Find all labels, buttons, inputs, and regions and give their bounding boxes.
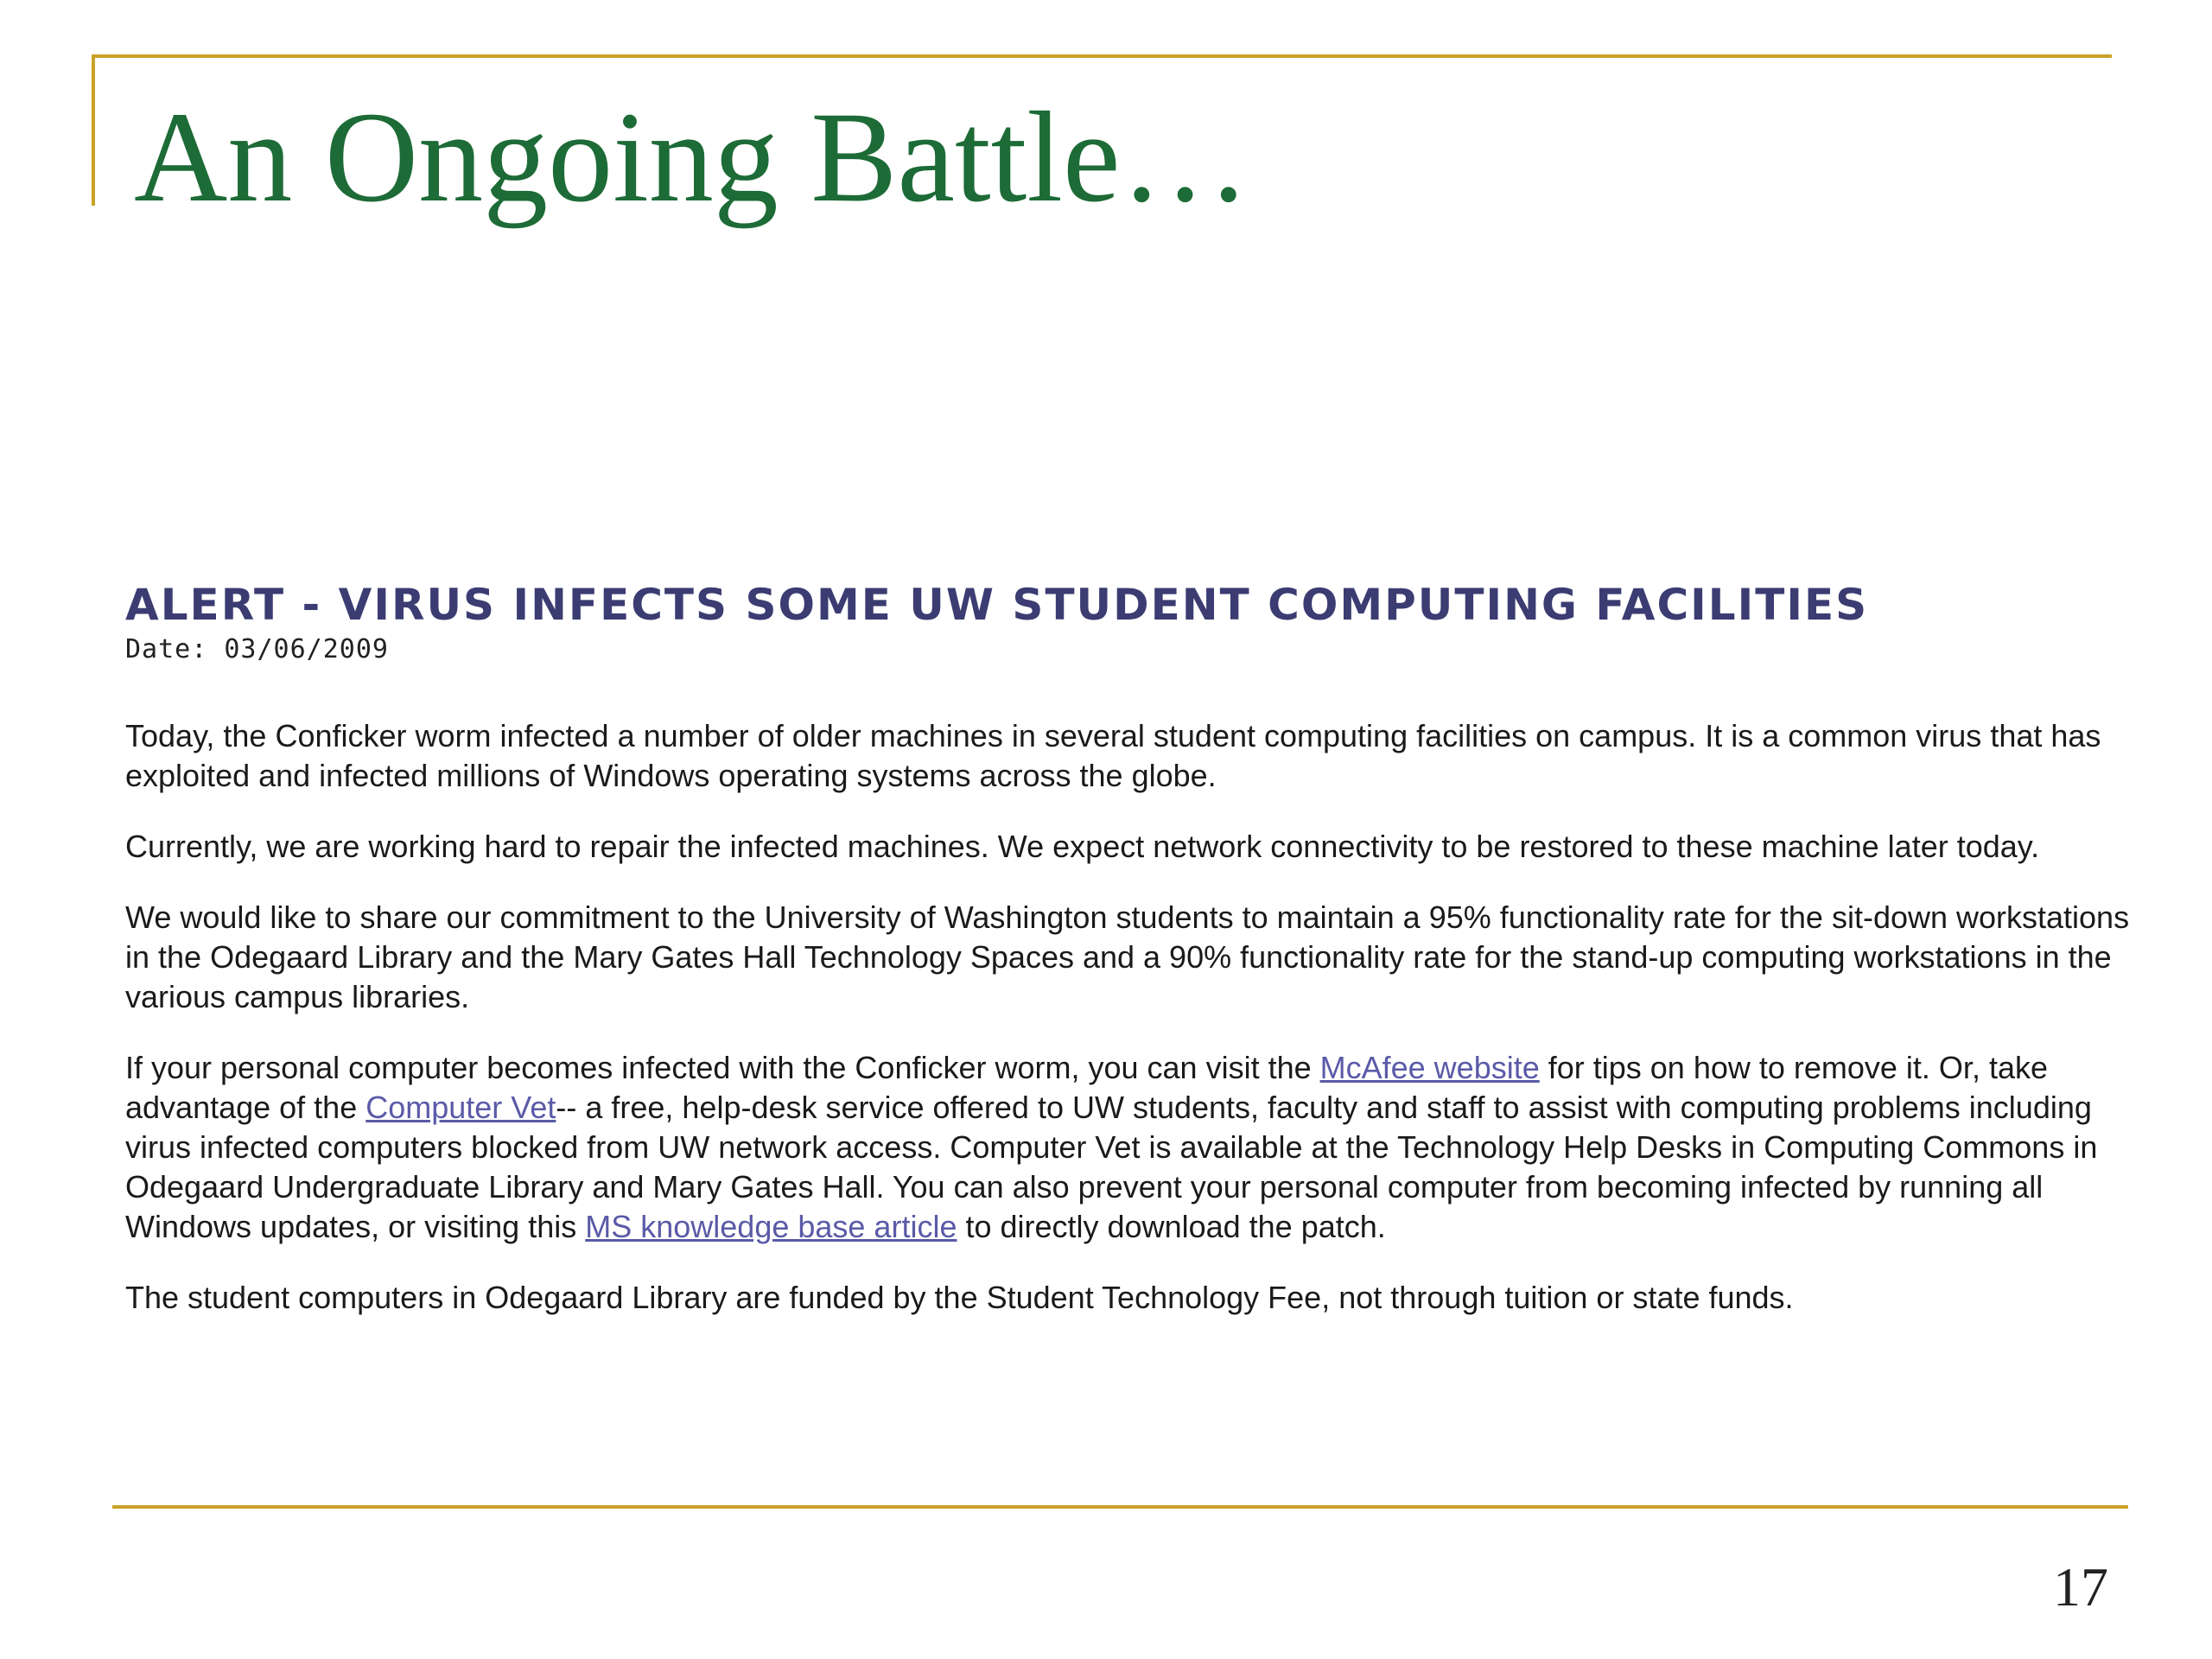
remedy-text-3: -- a free, help-desk service offered to UW students, faculty and staff to assist with computing problems including virus infected computers blocked from UW network access. Computer Vet is available at the Technology Help Desks in Computing Commons in Odegaard Undergraduate Library and Mary Gates Hall. You can also prevent your personal computer from becoming infected by running all Windows updates, or visiting this	[125, 1090, 2098, 1244]
article-headline: ALERT - VIRUS INFECTS SOME UW STUDENT COMPUTING FACILITIES	[125, 580, 1869, 630]
ms-knowledge-base-link[interactable]: MS knowledge base article	[585, 1209, 957, 1244]
computer-vet-link[interactable]: Computer Vet	[365, 1090, 556, 1125]
left-rule	[92, 54, 95, 206]
paragraph-commitment: We would like to share our commitment to the University of Washington students to maintain a 95% functionality rate for the sit-down workstations in the Odegaard Library and the Mary Gates Hall Technology Spaces and a 90% functionality rate for the stand-up computing workstations in the various campus libraries.	[125, 899, 2130, 1014]
paragraph-intro: Today, the Conficker worm infected a number of older machines in several student computing facilities on campus. It is a common virus that has exploited and infected millions of Windows operating systems across the globe.	[125, 718, 2101, 793]
remedy-text-1: If your personal computer becomes infected with the Conficker worm, you can visit the	[125, 1050, 1320, 1085]
news-article	[125, 579, 2139, 1318]
article-date: Date: 03/06/2009	[125, 634, 389, 664]
top-rule	[92, 54, 2112, 58]
remedy-text-4: to directly download the patch.	[957, 1209, 1386, 1244]
page-number: 17	[2053, 1556, 2108, 1618]
bottom-rule	[112, 1505, 2128, 1509]
slide-title: An Ongoing Battle…	[134, 86, 1250, 229]
paragraph-funding: The student computers in Odegaard Library are funded by the Student Technology Fee, not through tuition or state funds.	[125, 1280, 1794, 1315]
paragraph-status: Currently, we are working hard to repair the infected machines. We expect network connectivity to be restored to these machine later today.	[125, 829, 2040, 864]
paragraph-remedy	[125, 1048, 2139, 1247]
remedy-text-2: for tips on how to remove it. Or, take advantage of the	[125, 1050, 2048, 1125]
mcafee-website-link[interactable]: McAfee website	[1319, 1050, 1540, 1085]
